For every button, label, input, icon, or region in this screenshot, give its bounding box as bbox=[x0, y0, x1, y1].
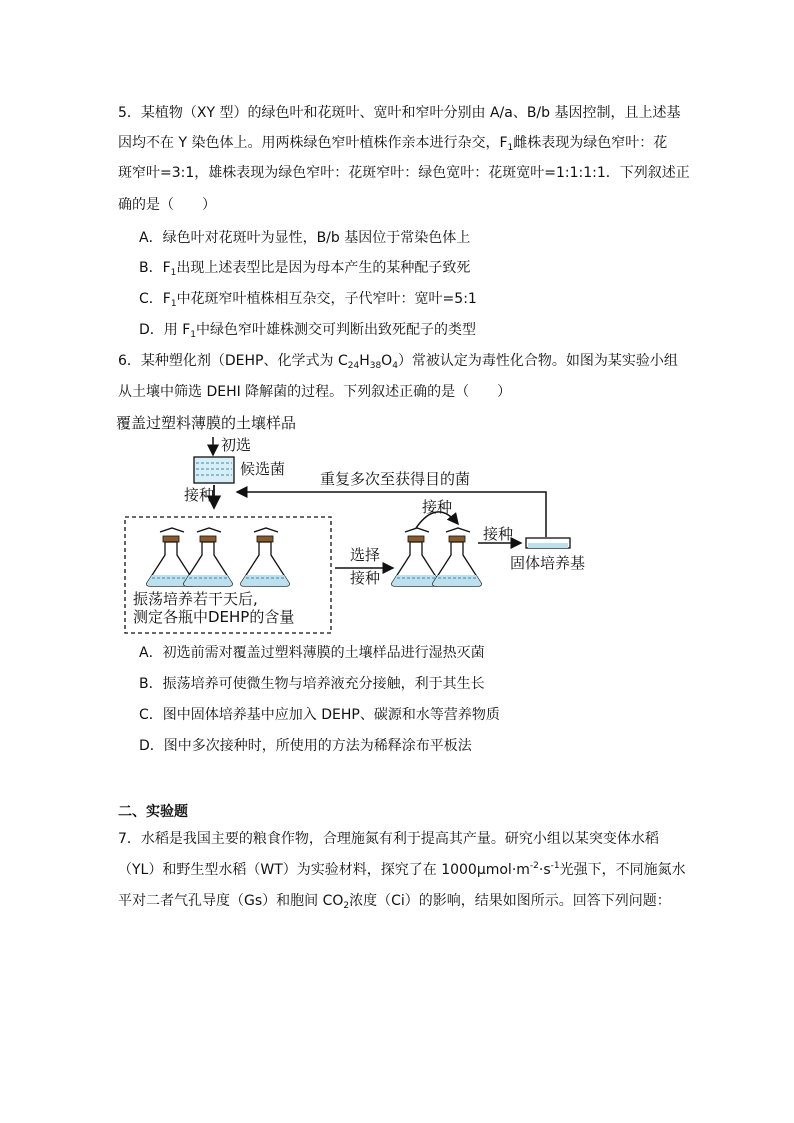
flask-icon bbox=[241, 528, 289, 586]
label-solid-medium: 固体培养基 bbox=[510, 554, 586, 572]
label-select: 选择 bbox=[350, 546, 381, 564]
label-inoculate-2: 接种 bbox=[350, 569, 381, 587]
label-repeat: 重复多次至获得目的菌 bbox=[320, 470, 471, 488]
petri-dish-icon bbox=[526, 538, 570, 548]
section-title: 二、实验题 bbox=[118, 804, 188, 820]
q5-stem-line2: 因均不在 Y 染色体上。用两株绿色窄叶植株作亲本进行杂交，$F_1$雌株表现为绿色窄叶：花 bbox=[118, 135, 668, 153]
q6-stem-line2: 从土壤中筛选 DEHI 降解菌的过程。下列叙述正确的是（ ） bbox=[118, 384, 512, 400]
label-shake-note-2: 测定各瓶中DEHP的含量 bbox=[133, 608, 295, 626]
q5-stem-line4: 确的是（ ） bbox=[118, 197, 216, 213]
label-inoculate-3: 接种 bbox=[422, 498, 453, 516]
q6-option-a: A．初选前需对覆盖过塑料薄膜的土壤样品进行湿热灭菌 bbox=[139, 645, 485, 661]
q6-option-d: D．图中多次接种时，所使用的方法为稀释涂布平板法 bbox=[139, 738, 472, 754]
q5-option-b: B．$F_1$出现上述表型比是因为母本产生的某种配子致死 bbox=[139, 260, 471, 278]
q7-stem-line2: （YL）和野生型水稻（WT）为实验材料，探究了在 $1000\mu mol\cdot m^{-2}\cdot s^{-1}$光强下，不同施氮水 bbox=[118, 861, 686, 878]
label-soil-sample: 覆盖过塑料薄膜的土壤样品 bbox=[116, 414, 297, 432]
q6-stem-line1: 6．某种塑化剂（DEHP、化学式为 $C_{24}H_{38}O_4$）常被认定为毒性化合物。如图为某实验小组 bbox=[118, 353, 678, 371]
label-inoculate-1: 接种 bbox=[184, 486, 215, 504]
q5-stem-line1: 5．某植物（XY 型）的绿色叶和花斑叶、宽叶和窄叶分别由 A/a、B/b 基因控制，且上述基 bbox=[118, 105, 681, 121]
q5-stem-line3: 斑窄叶=3:1，雄株表现为绿色窄叶：花斑窄叶：绿色宽叶：花斑宽叶=1:1:1:1．下列叙述正 bbox=[118, 165, 690, 181]
label-inoculate-4: 接种 bbox=[483, 525, 514, 543]
q7-stem-line1: 7．水稻是我国主要的粮食作物，合理施氮有利于提高其产量。研究小组以某突变体水稻 bbox=[118, 831, 659, 847]
label-initial-screen: 初选 bbox=[221, 436, 252, 454]
q6-option-b: B．振荡培养可使微生物与培养液充分接触，利于其生长 bbox=[139, 676, 485, 692]
label-shake-note-1: 振荡培养若干天后, bbox=[133, 590, 258, 608]
q5-option-a: A．绿色叶对花斑叶为显性，B/b 基因位于常染色体上 bbox=[139, 230, 471, 246]
label-candidate: 候选菌 bbox=[240, 460, 286, 478]
q5-option-c: C．$F_1$中花斑窄叶植株相互杂交，子代窄叶：宽叶=5:1 bbox=[139, 291, 477, 309]
flask-icon bbox=[392, 528, 440, 586]
beaker-icon bbox=[194, 457, 234, 483]
q7-stem-line3: 平对二者气孔导度（Gs）和胞间 $CO_2$浓度（Ci）的影响，结果如图所示。回答下列问题： bbox=[118, 893, 671, 911]
flask-icon bbox=[184, 528, 232, 586]
q6-option-c: C．图中固体培养基中应加入 DEHP、碳源和水等营养物质 bbox=[139, 707, 500, 723]
q5-option-d: D．用 $F_1$中绿色窄叶雄株测交可判断出致死配子的类型 bbox=[139, 322, 477, 340]
flask-icon bbox=[433, 528, 481, 586]
